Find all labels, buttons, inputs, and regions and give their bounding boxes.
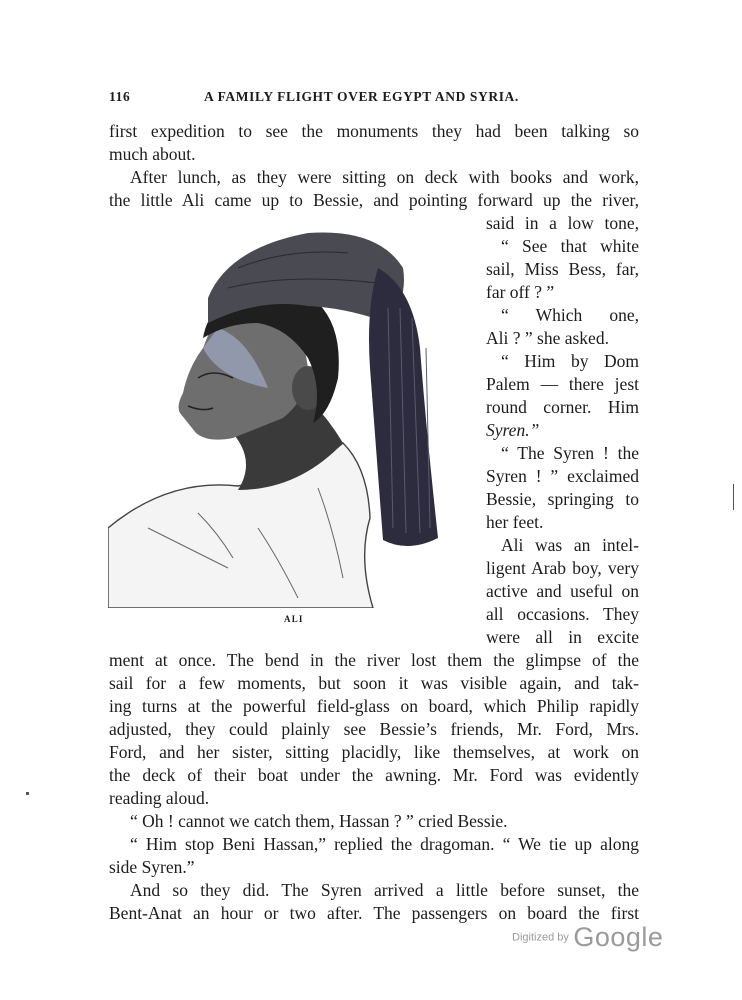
digitized-watermark	[512, 922, 663, 953]
text-line: ment at once. The bend in the river lost them the glimpse of the	[109, 650, 639, 670]
text-line: first expedition to see the monuments they had been talking so	[109, 121, 639, 141]
text-line: Ali was an intel-	[501, 535, 639, 555]
text-line: side Syren.”	[109, 857, 195, 877]
text-line: “ Which one,	[501, 305, 639, 325]
text-line: “ Him by Dom	[501, 351, 639, 371]
page-header	[109, 89, 639, 111]
text-line: sail for a few moments, but soon it was visible again, and tak-	[109, 673, 639, 693]
text-line: adjusted, they could plainly see Bessie’s friends, Mr. Ford, Mrs.	[109, 719, 639, 739]
text-line: much about.	[109, 144, 196, 164]
text-line: round corner. Him	[486, 397, 639, 417]
text-line: Syren ! ” exclaimed	[486, 466, 639, 486]
text-line: Ford, and her sister, sitting placidly, like themselves, at work on	[109, 742, 639, 762]
margin-dot	[26, 792, 29, 795]
text-line: Syren.”	[486, 420, 540, 440]
text-line: Palem — there jest	[486, 374, 639, 394]
text-line: active and useful on	[486, 581, 639, 601]
text-line: all occasions. They	[486, 604, 639, 624]
text-line: Bent-Anat an hour or two after. The passengers on board the first	[109, 903, 639, 923]
text-line: Ali ? ” she asked.	[486, 328, 609, 348]
margin-mark	[733, 484, 734, 510]
text-line: “ The Syren ! the	[501, 443, 639, 463]
page-number: 116	[109, 89, 131, 104]
illustration-caption: ALI	[284, 614, 304, 624]
text-line: far off ? ”	[486, 282, 555, 302]
text-line: said in a low tone,	[486, 213, 639, 233]
text-line: And so they did. The Syren arrived a little before sunset, the	[130, 880, 639, 900]
text-line: sail, Miss Bess, far,	[486, 259, 639, 279]
text-line: “ See that white	[501, 236, 639, 256]
portrait-illustration	[108, 228, 478, 608]
text-line: her feet.	[486, 512, 544, 532]
text-line: ing turns at the powerful field-glass on board, which Philip rapidly	[109, 696, 639, 716]
watermark-prefix: Digitized by	[512, 931, 569, 944]
text-line: the deck of their boat under the awning. Mr. Ford was evidently	[109, 765, 639, 785]
text-line: “ Him stop Beni Hassan,” replied the dragoman. “ We tie up along	[130, 834, 639, 854]
text-line: Bessie, springing to	[486, 489, 639, 509]
text-line: reading aloud.	[109, 788, 210, 808]
text-line: “ Oh ! cannot we catch them, Hassan ? ” cried Bessie.	[130, 811, 508, 831]
text-line: the little Ali came up to Bessie, and pointing forward up the river,	[109, 190, 639, 210]
text-line: were all in excite	[486, 627, 639, 647]
text-line: ligent Arab boy, very	[486, 558, 639, 578]
text-line: After lunch, as they were sitting on deck with books and work,	[130, 167, 639, 187]
running-title: A FAMILY FLIGHT OVER EGYPT AND SYRIA.	[204, 89, 519, 104]
watermark-brand: Google	[573, 922, 664, 952]
